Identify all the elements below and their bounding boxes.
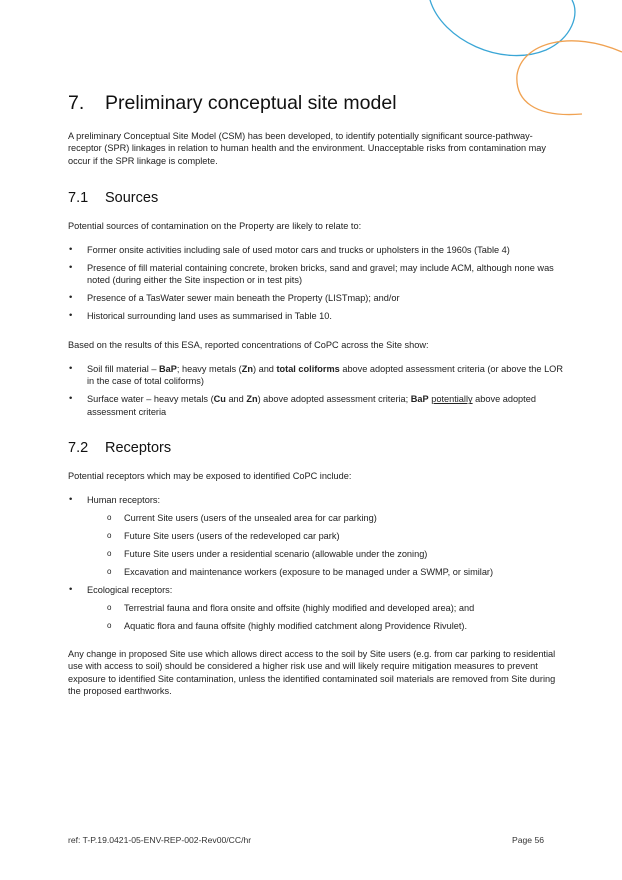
list-item: o Terrestrial fauna and flora onsite and offsite (highly modified and developed area); and — [87, 602, 564, 614]
results-list — [68, 363, 564, 424]
sources-lead: Potential sources of contamination on the Property are likely to relate to: — [68, 221, 362, 231]
human-receptors-sublist — [87, 512, 564, 578]
sources-heading — [68, 190, 158, 206]
sources-list — [68, 244, 564, 328]
list-item: • Former onsite activities including sale of used motor cars and trucks or upholsters in the 1960s (Table 4) — [68, 244, 564, 256]
soil-result-item: • Soil fill material – BaP; heavy metals (Zn) and total coliforms above adopted assessment criteria (or above the LOR in the case of total coliforms) — [68, 363, 564, 388]
section-heading — [68, 92, 397, 115]
list-item: o Future Site users (users of the redeveloped car park) — [87, 530, 564, 542]
sources-title: Sources — [105, 190, 159, 206]
intro-paragraph: A preliminary Conceptual Site Model (CSM) has been developed, to identify potentially significant source-pathway-receptor (SPR) linkages in relation to human health and the environment. Unacceptable risks from contamination may occur if the SPR linkage is complete. — [68, 131, 546, 166]
footer-reference: ref: T-P.19.0421-05-ENV-REP-002-Rev00/CC/hr — [68, 835, 252, 845]
list-item: o Future Site users under a residential scenario (allowable under the zoning) — [87, 548, 564, 560]
list-item: • Historical surrounding land uses as summarised in Table 10. — [68, 310, 564, 322]
results-lead: Based on the results of this ESA, reported concentrations of CoPC across the Site show: — [68, 340, 429, 350]
closing-paragraph: Any change in proposed Site use which allows direct access to the soil by Site users (e.g. from car parking to residential use with access to soil) should be considered a higher risk use and will likely require mitigation measures to prevent exposure to identified Site contamination, unless the identified contaminated soil materials are removed from Site during the proposed earthworks. — [68, 649, 556, 697]
human-receptors-label: Human receptors: — [87, 495, 161, 505]
receptors-title: Receptors — [105, 440, 172, 456]
list-item: o Aquatic flora and fauna offsite (highly modified catchment along Providence Rivulet). — [87, 620, 564, 632]
ecological-receptors-label: Ecological receptors: — [87, 585, 173, 595]
receptors-lead: Potential receptors which may be exposed to identified CoPC include: — [68, 471, 352, 481]
receptors-heading — [68, 440, 171, 456]
orange-arc — [517, 41, 622, 115]
ecological-receptors-item — [68, 584, 564, 632]
list-item: o Excavation and maintenance workers (exposure to be managed under a SWMP, or similar) — [87, 566, 564, 578]
footer-page-number: Page 56 — [512, 835, 545, 845]
sources-number: 7.1 — [68, 190, 89, 206]
list-item: o Current Site users (users of the unsealed area for car parking) — [87, 512, 564, 524]
list-item: • Presence of fill material containing concrete, broken bricks, sand and gravel; may include ACM, although none was noted (during either the Site inspection or in test pits) — [68, 262, 564, 287]
list-item: • Presence of a TasWater sewer main beneath the Property (LISTmap); and/or — [68, 292, 564, 304]
receptors-number: 7.2 — [68, 440, 89, 456]
receptors-list — [68, 494, 564, 638]
section-number: 7. — [68, 92, 85, 114]
blue-arc — [430, 0, 575, 56]
decorative-arcs — [422, 0, 622, 120]
section-title: Preliminary conceptual site model — [105, 92, 397, 114]
water-result-item: • Surface water – heavy metals (Cu and Zn) above adopted assessment criteria; BaP potentially above adopted assessment criteria — [68, 393, 564, 418]
ecological-receptors-sublist — [87, 602, 564, 632]
human-receptors-item — [68, 494, 564, 578]
